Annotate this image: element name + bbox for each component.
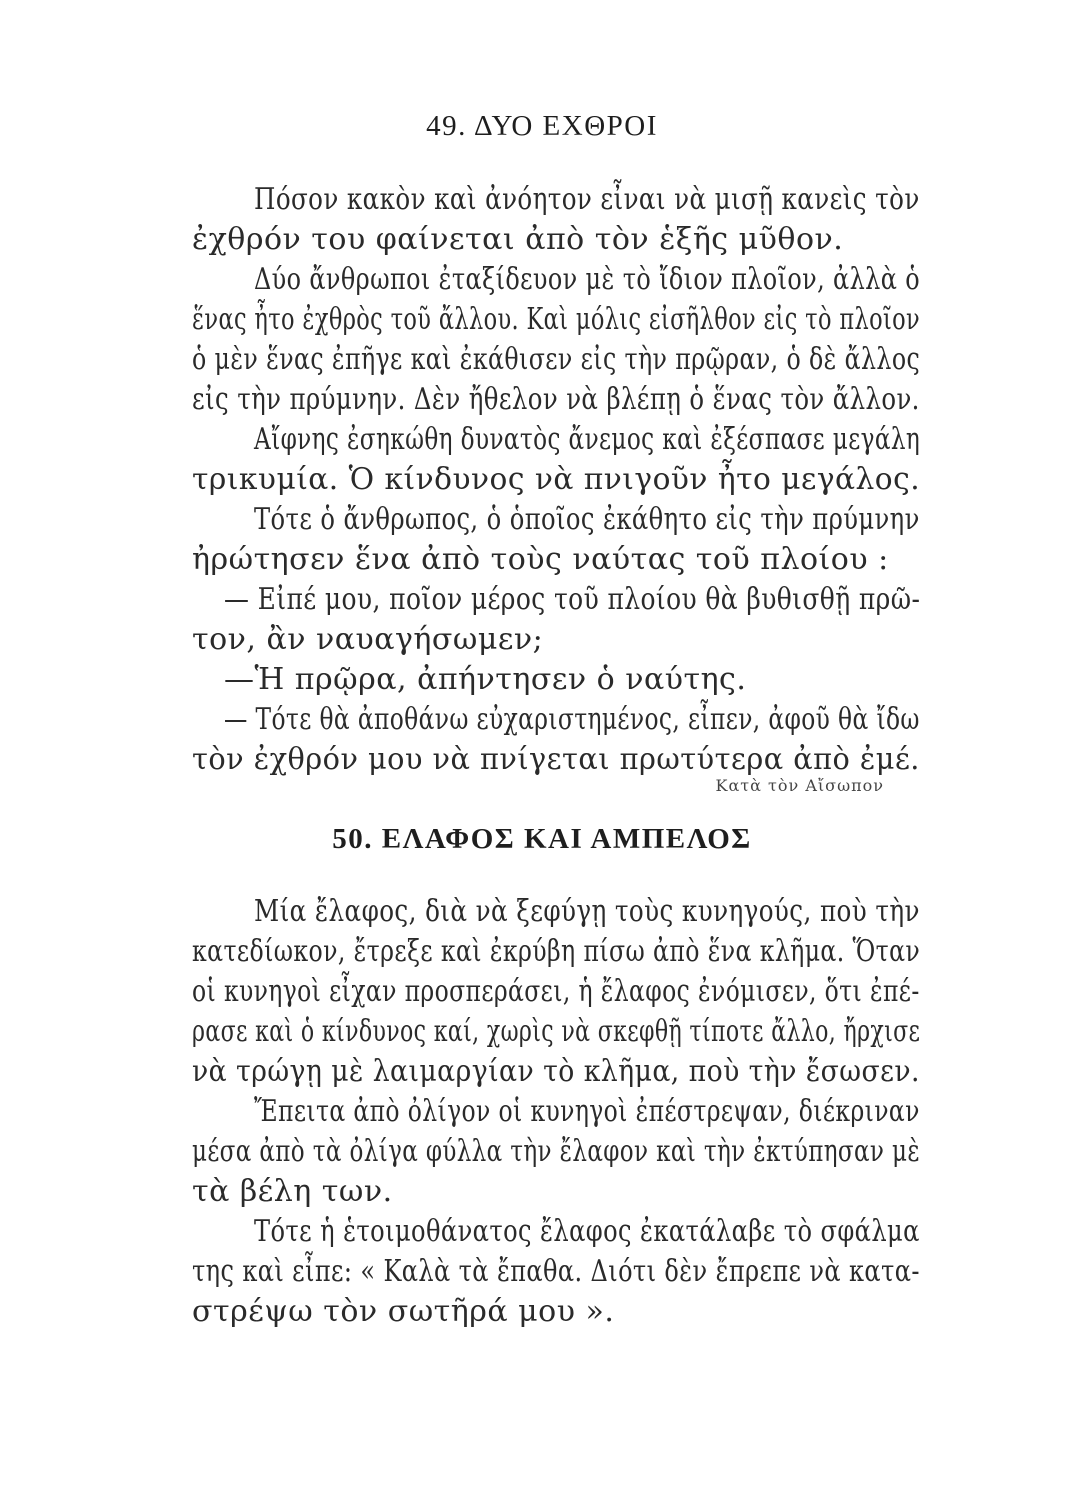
text-line: Δύο ἄνθρωποι ἐταξίδευον μὲ τὸ ἴδιον πλοῖον, ἀλλὰ ὁ bbox=[254, 262, 921, 297]
text-line: ὁ μὲν ἕνας ἐπῆγε καὶ ἐκάθισεν εἰς τὴν πρῷραν, ὁ δὲ ἄλλος bbox=[192, 342, 921, 377]
text-line: οἱ κυνηγοὶ εἶχαν προσπεράσει, ἡ ἔλαφος ἐνόμισεν, ὅτι ἐπέ- bbox=[192, 974, 920, 1009]
text-line: —Ἡ πρῷρα, ἀπήντησεν ὁ ναύτης. bbox=[224, 662, 747, 697]
text-line: ρασε καὶ ὁ κίνδυνος καί, χωρὶς νὰ σκεφθῇ τίποτε ἄλλο, ἤρχισε bbox=[192, 1014, 921, 1049]
text-line: της καὶ εἶπε: « Καλὰ τὰ ἔπαθα. Διότι δὲν ἔπρεπε νὰ κατα- bbox=[192, 1254, 920, 1289]
text-line: τον, ἂν ναυαγήσωμεν; bbox=[192, 622, 544, 657]
text-line: — Τότε θὰ ἀποθάνω εὐχαριστημένος, εἶπεν, ἀφοῦ θὰ ἴδω bbox=[224, 702, 920, 737]
text-line: νὰ τρώγῃ μὲ λαιμαργίαν τὸ κλῆμα, ποὺ τὴν ἔσωσεν. bbox=[192, 1054, 920, 1089]
text-line: στρέψω τὸν σωτῆρά μου ». bbox=[192, 1294, 615, 1329]
text-line: Μία ἔλαφος, διὰ νὰ ξεφύγῃ τοὺς κυνηγούς, ποὺ τὴν bbox=[254, 894, 920, 929]
text-line: ἐχθρόν του φαίνεται ἀπὸ τὸν ἑξῆς μῦθον. bbox=[192, 222, 844, 257]
story-title-50: 50. ΕΛΑΦΟΣ ΚΑΙ ΑΜΠΕΛΟΣ bbox=[332, 823, 752, 855]
text-line: μέσα ἀπὸ τὰ ὀλίγα φύλλα τὴν ἔλαφον καὶ τὴν ἐκτύπησαν μὲ bbox=[192, 1134, 921, 1169]
text-line: εἰς τὴν πρύμνην. Δὲν ἤθελον νὰ βλέπῃ ὁ ἕνας τὸν ἄλλον. bbox=[192, 382, 920, 417]
story-title-49: 49. ΔΥΟ ΕΧΘΡΟΙ bbox=[426, 110, 658, 142]
text-line: ἠρώτησεν ἕνα ἀπὸ τοὺς ναύτας τοῦ πλοίου : bbox=[192, 542, 889, 577]
text-line: Τότε ἡ ἑτοιμοθάνατος ἔλαφος ἐκατάλαβε τὸ σφάλμα bbox=[254, 1214, 920, 1249]
text-line: τρικυμία. Ὁ κίνδυνος νὰ πνιγοῦν ἦτο μεγάλος. bbox=[192, 462, 921, 497]
text-line: Αἴφνης ἐσηκώθη δυνατὸς ἄνεμος καὶ ἐξέσπασε μεγάλη bbox=[254, 422, 921, 457]
text-line: ἕνας ἦτο ἐχθρὸς τοῦ ἄλλου. Καὶ μόλις εἰσῆλθον εἰς τὸ πλοῖον bbox=[192, 302, 921, 337]
text-line: κατεδίωκον, ἔτρεξε καὶ ἐκρύβη πίσω ἀπὸ ἕνα κλῆμα. Ὅταν bbox=[192, 934, 921, 969]
text-line: Τότε ὁ ἄνθρωπος, ὁ ὁποῖος ἐκάθητο εἰς τὴν πρύμνην bbox=[254, 502, 920, 537]
attribution: Κατὰ τὸν Αἴσωπον bbox=[715, 776, 884, 795]
text-line: τὰ βέλη των. bbox=[192, 1174, 393, 1209]
text-line: Πόσον κακὸν καὶ ἀνόητον εἶναι νὰ μισῇ κανεὶς τὸν bbox=[254, 182, 920, 217]
text-line: — Εἰπέ μου, ποῖον μέρος τοῦ πλοίου θὰ βυθισθῇ πρῶ- bbox=[224, 582, 921, 617]
text-line: τὸν ἐχθρόν μου νὰ πνίγεται πρωτύτερα ἀπὸ ἐμέ. bbox=[192, 742, 920, 777]
text-line: Ἔπειτα ἀπὸ ὀλίγον οἱ κυνηγοὶ ἐπέστρεψαν, διέκριναν bbox=[254, 1094, 920, 1129]
